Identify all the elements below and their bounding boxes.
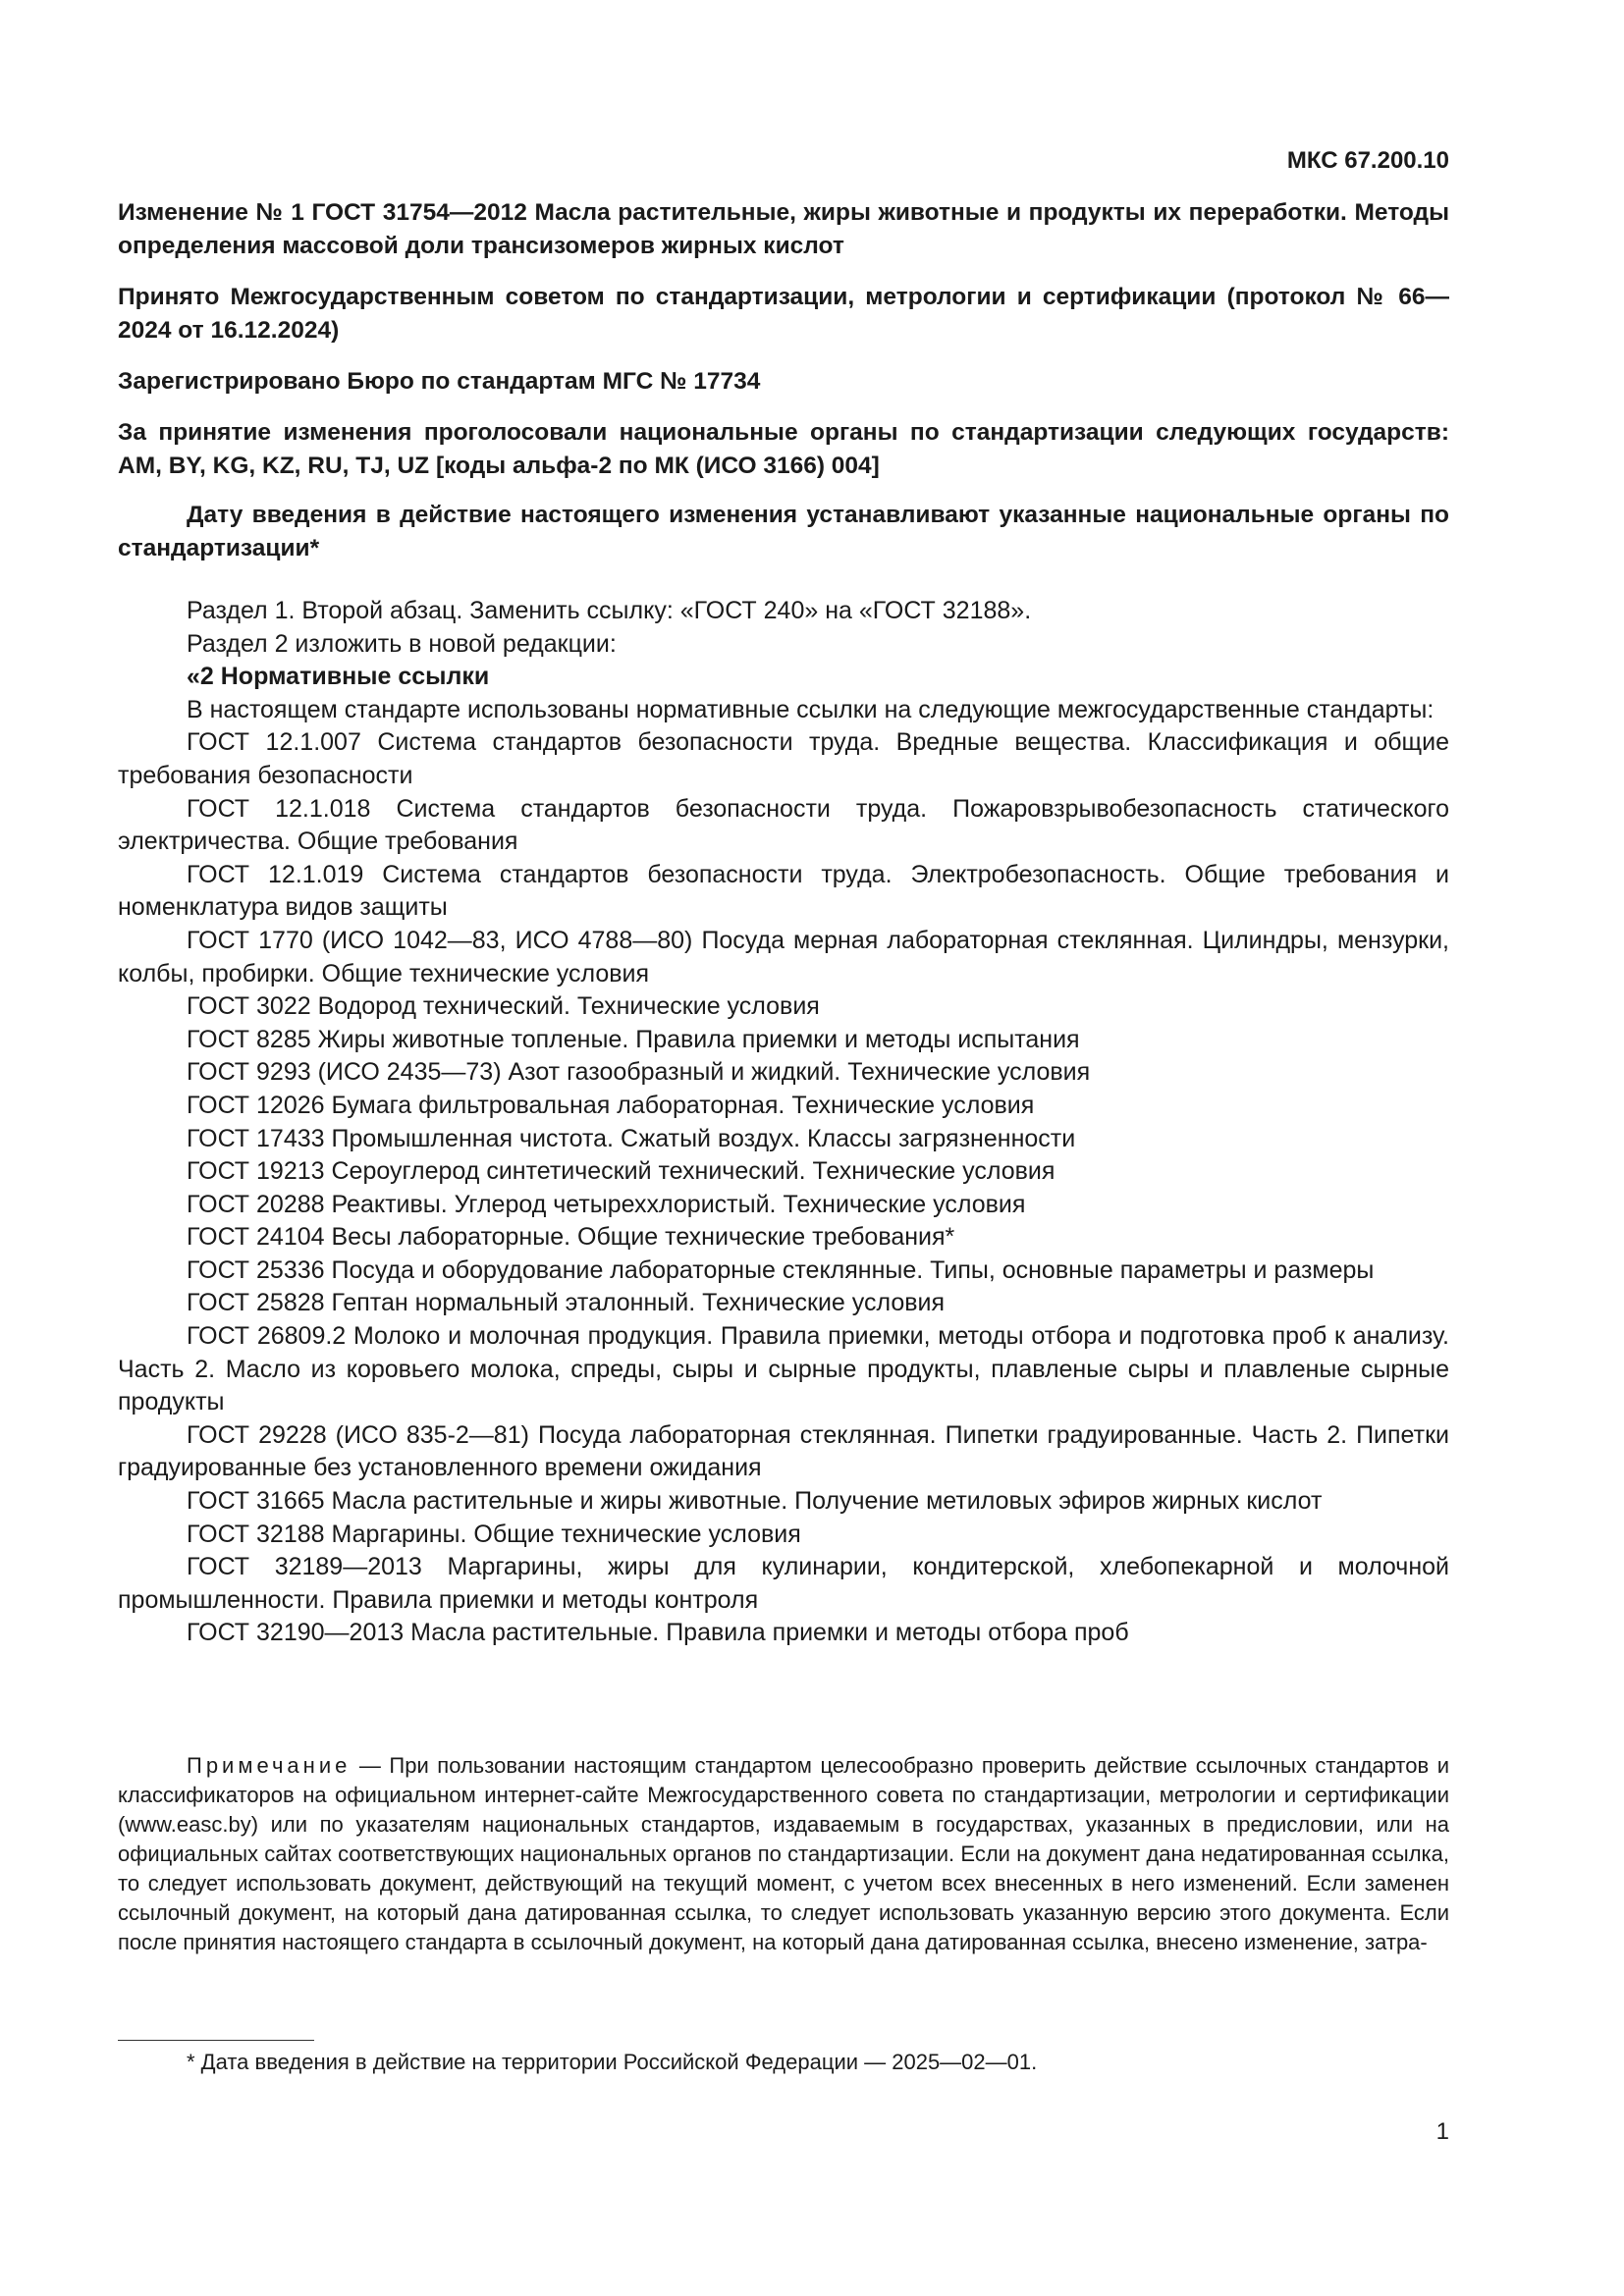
change-title: Изменение № 1 ГОСТ 31754—2012 Масла растительные, жиры животные и продукты их переработки. Методы определения массовой доли трансизомеров жирных кислот [118,199,1449,259]
reference-item: ГОСТ 9293 (ИСО 2435—73) Азот газообразный и жидкий. Технические условия [187,1058,1091,1087]
section2-change: Раздел 2 изложить в новой редакции: [187,629,617,658]
reference-item: ГОСТ 20288 Реактивы. Углерод четыреххлористый. Технические условия [187,1190,1026,1218]
reference-item: ГОСТ 12026 Бумага фильтровальная лабораторная. Технические условия [187,1091,1035,1119]
footnote: * Дата введения в действие на территории Российской Федерации — 2025—02—01. [187,2050,1038,2074]
note-paragraph [118,1751,1449,1957]
reference-item: ГОСТ 25336 Посуда и оборудование лабораторные стеклянные. Типы, основные параметры и размеры [187,1255,1375,1284]
reference-item: ГОСТ 1770 (ИСО 1042—83, ИСО 4788—80) Посуда мерная лабораторная стеклянная. Цилиндры, мензурки, колбы, пробирки. Общие технические условия [118,926,1449,988]
date-intro-statement: Дату введения в действие настоящего изменения устанавливают указанные национальные органы по стандартизации* [118,502,1449,561]
reference-item: ГОСТ 32188 Маргарины. Общие технические условия [187,1520,801,1548]
voted-statement: За принятие изменения проголосовали национальные органы по стандартизации следующих государств: AM, BY, KG, KZ, RU, TJ, UZ [коды альфа-2 по МК (ИСО 3166) 004] [118,419,1449,479]
reference-item: ГОСТ 32190—2013 Масла растительные. Правила приемки и методы отбора проб [187,1619,1129,1647]
section-heading: «2 Нормативные ссылки [187,663,490,691]
footnote-divider [118,2040,314,2041]
section1-change: Раздел 1. Второй абзац. Заменить ссылку: «ГОСТ 240» на «ГОСТ 32188». [187,597,1032,624]
document-body [118,595,1449,1650]
note-label: Примечание [187,1753,352,1778]
references-intro: В настоящем стандарте использованы нормативные ссылки на следующие межгосударственные стандарты: [187,695,1435,723]
reference-item: ГОСТ 19213 Сероуглерод синтетический технический. Технические условия [187,1157,1056,1186]
reference-item: ГОСТ 24104 Весы лабораторные. Общие технические требования* [187,1223,955,1252]
reference-item: ГОСТ 12.1.019 Система стандартов безопасности труда. Электробезопасность. Общие требования и номенклатура видов защиты [118,860,1449,922]
reference-item: ГОСТ 31665 Масла растительные и жиры животные. Получение метиловых эфиров жирных кислот [187,1487,1323,1516]
reference-item: ГОСТ 32189—2013 Маргарины, жиры для кулинарии, кондитерской, хлебопекарной и молочной промышленности. Правила приемки и методы контроля [118,1553,1449,1614]
registered-statement: Зарегистрировано Бюро по стандартам МГС № 17734 [118,368,761,395]
reference-item: ГОСТ 12.1.018 Система стандартов безопасности труда. Пожаровзрывобезопасность статического электричества. Общие требования [118,794,1449,856]
page-number: 1 [1435,2118,1449,2145]
reference-item: ГОСТ 8285 Жиры животные топленые. Правила приемки и методы испытания [187,1025,1080,1053]
reference-item: ГОСТ 17433 Промышленная чистота. Сжатый воздух. Классы загрязненности [187,1124,1076,1152]
reference-item: ГОСТ 25828 Гептан нормальный эталонный. Технические условия [187,1289,946,1317]
mks-code: МКС 67.200.10 [1286,147,1449,174]
reference-item: ГОСТ 3022 Водород технический. Технические условия [187,992,820,1021]
reference-item: ГОСТ 26809.2 Молоко и молочная продукция. Правила приемки, методы отбора и подготовка проб к анализу. Часть 2. Масло из коровьего молока, спреды, сыры и сырные продукты, плавленые сыры и плавленые сырные продукты [118,1322,1449,1416]
adopted-statement: Принято Межгосударственным советом по стандартизации, метрологии и сертификации (протокол № 66—2024 от 16.12.2024) [118,284,1449,344]
reference-item: ГОСТ 12.1.007 Система стандартов безопасности труда. Вредные вещества. Классификация и общие требования безопасности [118,728,1449,789]
note-text: — При пользовании настоящим стандартом целесообразно проверить действие ссылочных стандартов и классификаторов на официальном интернет-сайте Межгосударственного совета по стандартизации, метрологии и сертификации (www.easc.by) или по указателям национальных стандартов, издаваемым в государствах, указанных в предисловии, или на официальных сайтах соответствующих национальных органов по стандартизации. Если на документ дана недатированная ссылка, то следует использовать документ, действующий на текущий момент, с учетом всех внесенных в него изменений. Если заменен ссылочный документ, на который дана датированная ссылка, то следует использовать указанную версию этого документа. Если после принятия настоящего стандарта в ссылочный документ, на который дана датированная ссылка, внесено изменение, затра- [118,1753,1449,1954]
reference-item: ГОСТ 29228 (ИСО 835-2—81) Посуда лабораторная стеклянная. Пипетки градуированные. Часть 2. Пипетки градуированные без установленного времени ожидания [118,1420,1449,1482]
